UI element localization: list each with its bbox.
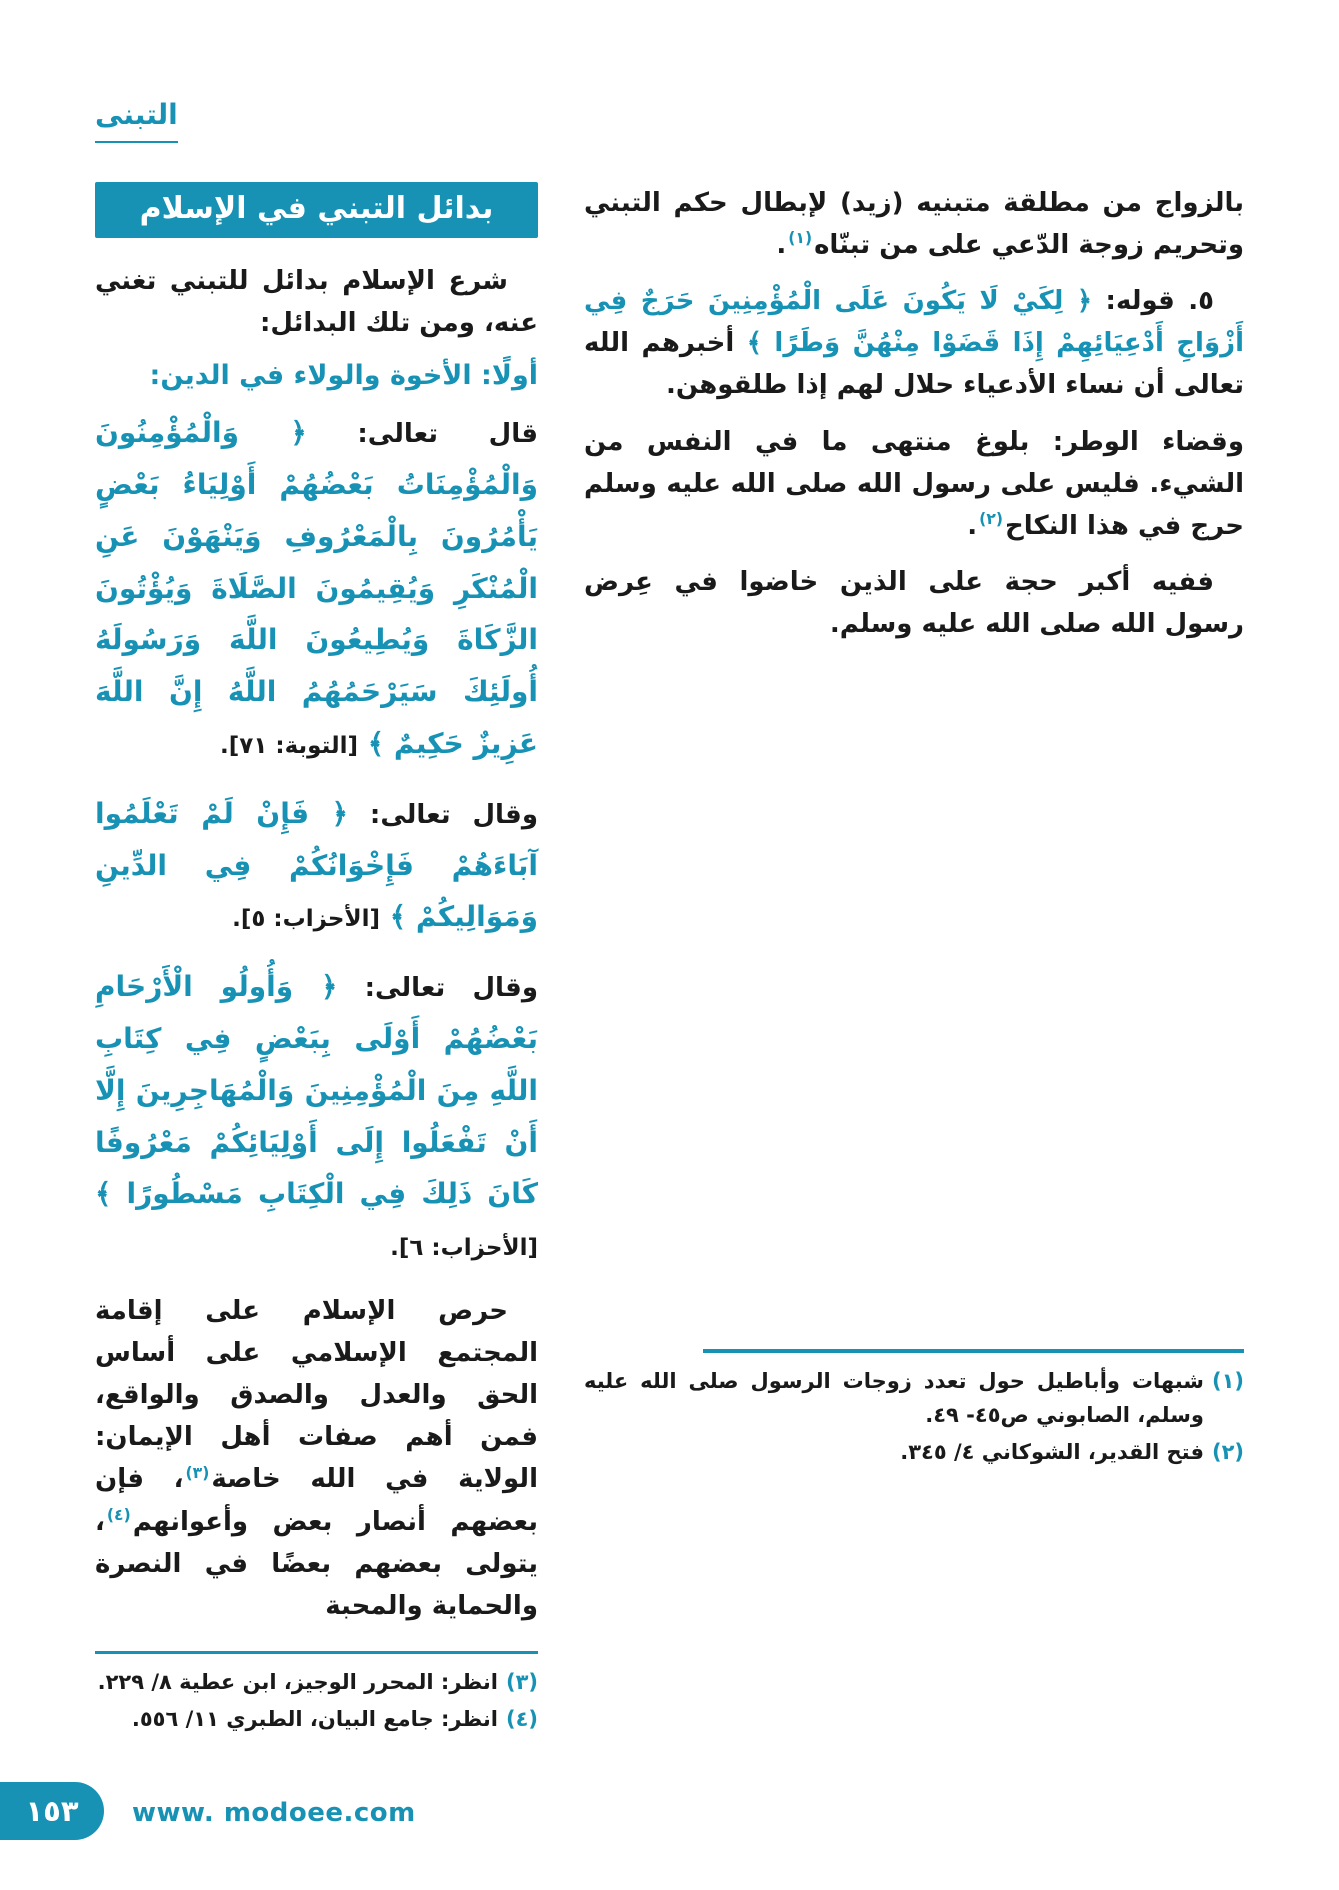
paragraph-text: . xyxy=(776,230,787,261)
paragraph-text: حرص الإسلام على إقامة المجتمع الإسلامي على أساس الحق والعدل والصدق والواقع، فمن أهم صفات أهل الإيمان: الولاية في الله خاصة xyxy=(95,1295,538,1495)
verse-reference: [التوبة: ٧١]. xyxy=(220,733,359,759)
footnotes-left xyxy=(95,1641,538,1741)
footnote-text: انظر: جامع البيان، الطبري ١١/ ٥٥٦. xyxy=(131,1707,498,1732)
sub-heading: أولًا: الأخوة والولاء في الدين: xyxy=(149,360,538,392)
section-title: بدائل التبني في الإسلام xyxy=(95,182,538,238)
paragraph: ففيه أكبر حجة على الذين خاضوا في عِرض رسول الله صلى الله عليه وسلم. xyxy=(584,566,1244,639)
website-link[interactable]: www. modoee.com xyxy=(132,1798,416,1828)
footnote-text: فتح القدير، الشوكاني ٤/ ٣٤٥. xyxy=(900,1440,1204,1465)
verse-block xyxy=(95,788,538,943)
footnotes-right xyxy=(584,1349,1244,1474)
footnote-marker: (٢) xyxy=(979,510,1003,529)
quran-verse: ﴿ وَأُولُو الْأَرْحَامِ بَعْضُهُمْ أَوْلَى بِبَعْضٍ فِي كِتَابِ اللَّهِ مِنَ الْمُؤْمِنِينَ وَالْمُهَاجِرِينَ إِلَّا أَنْ تَفْعَلُوا إِلَى أَوْلِيَائِكُمْ مَعْرُوفًا كَانَ ذَلِكَ فِي الْكِتَابِ مَسْطُورًا ﴾ xyxy=(95,970,538,1211)
footnote-marker: (١) xyxy=(788,229,813,248)
verse-block xyxy=(95,407,538,770)
paragraph: شرع الإسلام بدائل للتبني تغني عنه، ومن تلك البدائل: xyxy=(95,266,538,339)
running-head-title: التبنى xyxy=(95,98,178,143)
verse-lead: وقال تعالى: xyxy=(348,799,538,830)
footnote xyxy=(95,1703,538,1737)
paragraph-text: وقضاء الوطر: بلوغ منتهى ما في النفس من الشيء. فليس على رسول الله صلى الله عليه وسلم حرج في هذا النكاح xyxy=(584,426,1244,541)
paragraph xyxy=(584,280,1244,406)
column-left xyxy=(95,182,539,1732)
paragraph-text: ، فإن بعضهم أنصار بعض وأعوانهم xyxy=(95,1464,538,1537)
quran-verse: ﴿ لِكَيْ لَا يَكُونَ عَلَى الْمُؤْمِنِينَ حَرَجٌ فِي أَزْوَاجِ أَدْعِيَائِهِمْ إِذَا قَضَوْا مِنْهُنَّ وَطَرًا ﴾ xyxy=(584,286,1244,359)
footnote xyxy=(584,1365,1244,1432)
paragraph-text: ٥. قوله: xyxy=(1092,286,1214,317)
page-number: ١٥٣ xyxy=(25,1794,79,1828)
footnote-divider xyxy=(95,1651,538,1654)
quran-verse: ﴿ وَالْمُؤْمِنُونَ وَالْمُؤْمِنَاتُ بَعْضُهُمْ أَوْلِيَاءُ بَعْضٍ يَأْمُرُونَ بِالْمَعْرُوفِ وَيَنْهَوْنَ عَنِ الْمُنْكَرِ وَيُقِيمُونَ الصَّلَاةَ وَيُؤْتُونَ الزَّكَاةَ وَيُطِيعُونَ اللَّهَ وَرَسُولَهُ أُولَئِكَ سَيَرْحَمُهُمُ اللَّهُ إِنَّ اللَّهَ عَزِيزٌ حَكِيمٌ ﴾ xyxy=(95,416,538,760)
verse-lead: وقال تعالى: xyxy=(337,973,538,1004)
footnote-number: (٤) xyxy=(505,1707,538,1732)
footnote-text: شبهات وأباطيل حول تعدد زوجات الرسول صلى الله عليه وسلم، الصابوني ص٤٥- ٤٩. xyxy=(584,1369,1204,1427)
footnote-marker: (٣) xyxy=(185,1463,210,1482)
paragraph-text: . xyxy=(967,510,978,541)
footnote-number: (٢) xyxy=(1211,1440,1244,1465)
footnote-divider xyxy=(703,1349,1244,1353)
page-number-tab xyxy=(0,1782,104,1840)
paragraph xyxy=(584,182,1244,266)
paragraph xyxy=(95,1290,538,1627)
paragraph-text: أخبرهم الله تعالى أن نساء الأدعياء حلال لهم إذا طلقوهن. xyxy=(584,328,1244,401)
quran-verse: ﴿ فَإِنْ لَمْ تَعْلَمُوا آبَاءَهُمْ فَإِخْوَانُكُمْ فِي الدِّينِ وَمَوَالِيكُمْ ﴾ xyxy=(95,796,538,934)
paragraph-text: ، يتولى بعضهم بعضًا في النصرة والحماية والمحبة xyxy=(95,1506,538,1621)
paragraph xyxy=(584,421,1244,547)
footnote xyxy=(584,1436,1244,1470)
footnote-number: (٣) xyxy=(505,1669,538,1694)
footnote-number: (١) xyxy=(1211,1369,1244,1394)
footnote-text: انظر: المحرر الوجيز، ابن عطية ٨/ ٢٢٩. xyxy=(97,1669,498,1694)
footnote xyxy=(95,1666,538,1700)
verse-lead: قال تعالى: xyxy=(306,419,539,450)
verse-reference: [الأحزاب: ٦]. xyxy=(390,1235,538,1262)
column-right xyxy=(584,182,1244,1474)
footnote-marker: (٤) xyxy=(106,1505,131,1524)
page-content xyxy=(95,182,1244,1732)
verse-block xyxy=(95,961,538,1272)
verse-reference: [الأحزاب: ٥]. xyxy=(232,906,381,933)
paragraph-text: بالزواج من مطلقة متبنيه (زيد) لإبطال حكم التبني وتحريم زوجة الدّعي على من تبنّاه xyxy=(584,188,1244,261)
